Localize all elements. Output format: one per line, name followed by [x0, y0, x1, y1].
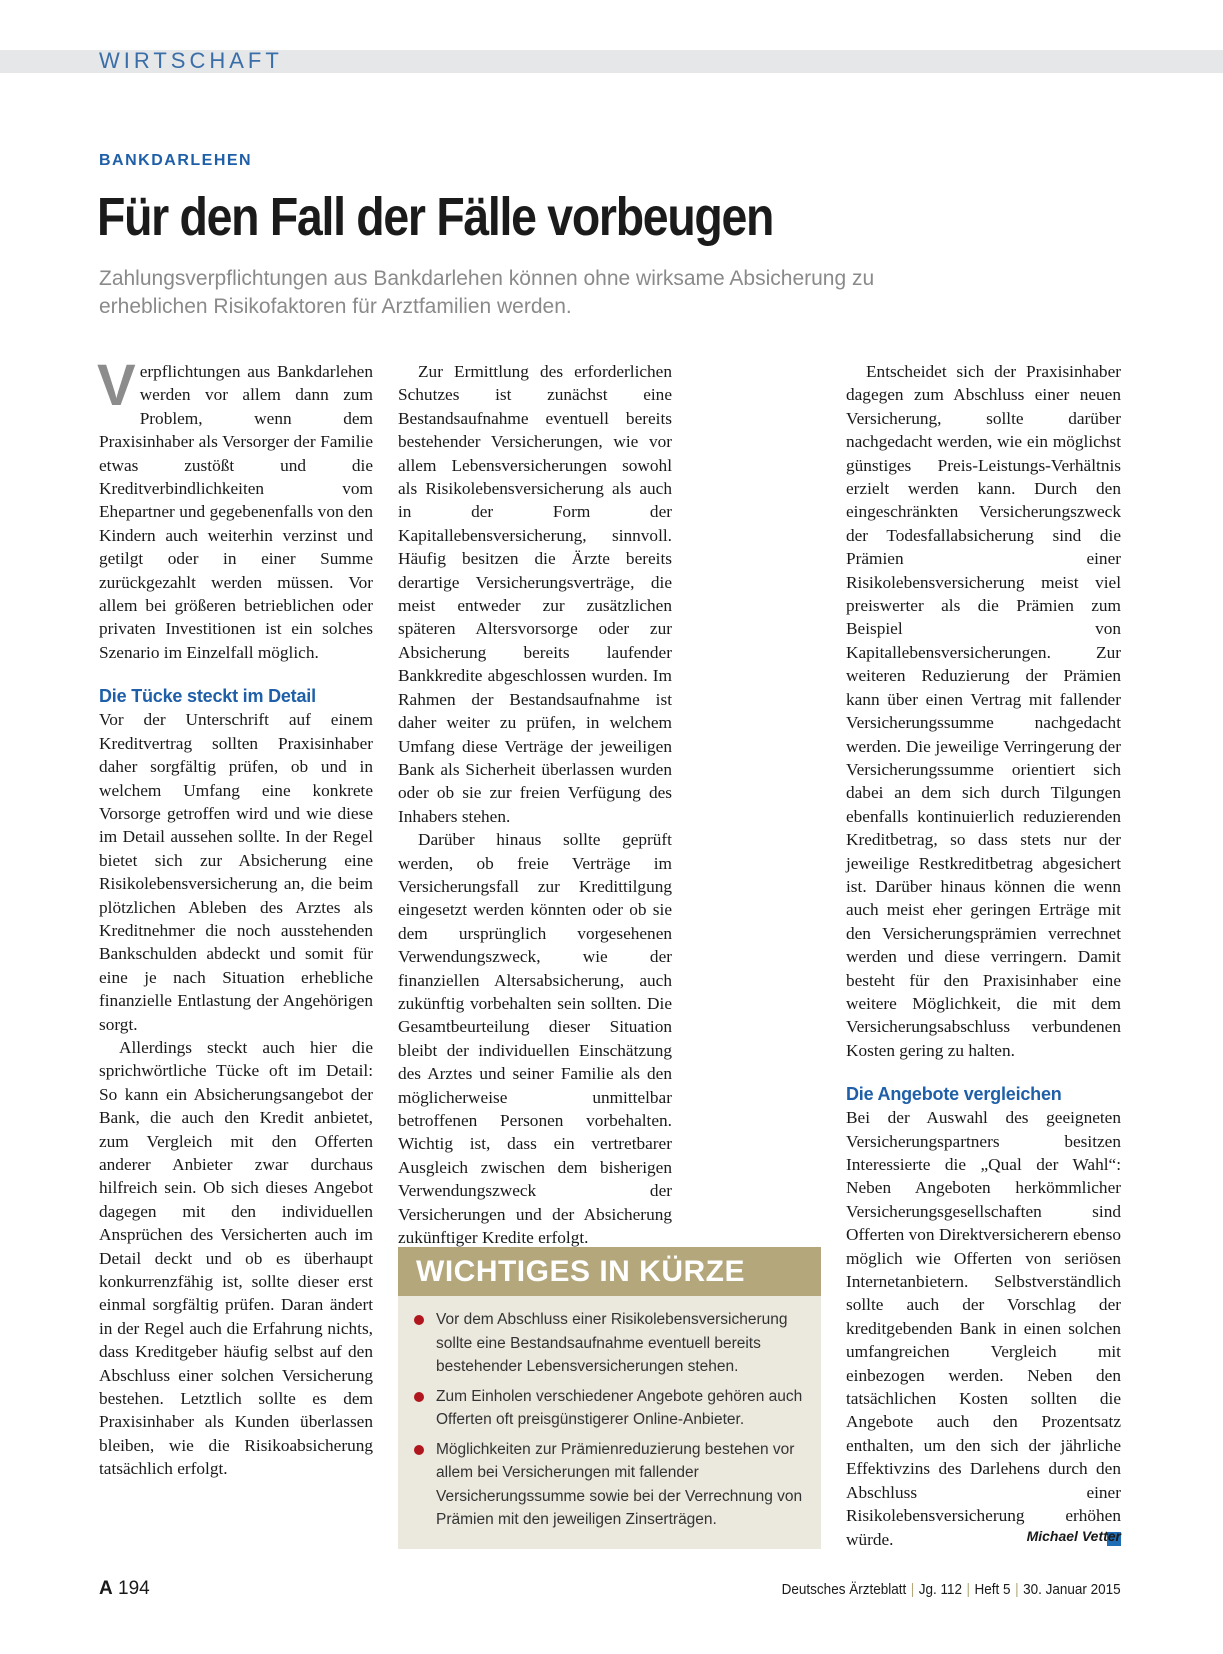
intro-paragraph	[97, 353, 373, 664]
column-1	[97, 353, 373, 1481]
paragraph-5: Darüber hinaus sollte geprüft werden, ob freie Verträge im Versicherungsfall zur Kredittilgung eingesetzt werden könnten oder ob sie dem ursprünglich vorgesehenen Verwendungszweck, wie der finanziellen Altersabsicherung, auch zukünftig vorbehalten sein sollten. Die Gesamtbeurteilung dieser Situation bleibt der individuellen Einschätzung des Arztes und seiner Familie als den möglicherweise unmittelbar betroffenen Personen vorbehalten. Wichtig ist, dass ein vertretbarer Ausgleich zwischen dem bisherigen Verwendungszweck der Versicherungen und der Absicherung zukünftiger Kredite erfolgt.	[398, 830, 672, 1248]
article-kicker: BANKDARLEHEN	[99, 152, 253, 169]
column-3	[846, 360, 1121, 1551]
summary-item: Vor dem Abschluss einer Risikolebensversicherung sollte eine Bestandsaufnahme eventuell bereits bestehender Lebensversicherungen stehen.	[436, 1308, 803, 1379]
journal-volume: Jg. 112	[919, 1581, 963, 1598]
summary-box-title: WICHTIGES IN KÜRZE	[398, 1247, 821, 1296]
section-label: WIRTSCHAFT	[99, 48, 283, 73]
paragraph-6: Entscheidet sich der Praxisinhaber dagegen zum Abschluss einer neuen Versicherung, sollte darüber nachgedacht werden, wie ein möglichst günstiges Preis-Leistungs-Verhältnis erzielt werden kann. Durch den eingeschränkten Versicherungszweck der Todesfallabsicherung sind die Prämien einer Risikolebensversicherung meist viel preiswerter als die Prämien zum Beispiel von Kapitallebensversicherungen. Zur weiteren Reduzierung der Prämien kann über einen Vertrag mit fallender Versicherungssumme nachgedacht werden. Die jeweilige Verringerung der Versicherungssumme orientiert sich dabei an dem sich durch Tilgungen ebenfalls kontinuierlich reduzierenden Kreditbetrag, so dass stets nur der jeweilige Restkreditbetrag abgesichert ist. Darüber hinaus können die wenn auch meist eher geringen Erträge mit den Versicherungsprämien verrechnet werden und diese verringern. Damit besteht für den Praxisinhaber eine weitere Möglichkeit, die mit dem Versicherungsabschluss verbundenen Kosten gering zu halten.	[846, 362, 1121, 1060]
paragraph-7: Bei der Auswahl des geeigneten Versicherungspartners besitzen Interessierte die „Qual der Wahl“: Neben Angeboten herkömmlicher Versicherungsgesellschaften sind Offerten von Direktversicherern ebenso möglich wie Offerten von seriösen Internetanbietern. Selbstverständlich sollte auch der Vorschlag der kreditgebenden Bank in einen solchen umfangreichen Vergleich mit einbezogen werden. Neben den tatsächlichen Kosten sollten die Angebote auch den Prozentsatz enthalten, um den sich der jährliche Effektivzins des Darlehens durch den Abschluss einer Risikolebensversicherung erhöhen würde.	[846, 1108, 1121, 1549]
dropcap: V	[97, 353, 136, 418]
subhead-detail: Die Tücke steckt im Detail	[99, 686, 316, 707]
intro-text: erpflichtungen aus Bankdarlehen werden vor allem dann zum Problem, wenn dem Praxisinhaber als Versorger der Familie etwas zustößt und die Kreditverbindlichkeiten vom Ehepartner und gegebenenfalls von den Kindern auch weiterhin verzinst und getilgt oder in einer Summe zurückgezahlt werden müssen. Vor allem bei größeren betrieblichen oder privaten Investitionen ist ein solches Szenario im Einzelfall möglich.	[99, 362, 373, 662]
journal-name: Deutsches Ärzteblatt	[781, 1581, 907, 1598]
bullet-icon	[414, 1315, 424, 1325]
subhead-compare: Die Angebote vergleichen	[846, 1084, 1062, 1105]
summary-list	[398, 1308, 821, 1532]
bullet-icon	[414, 1392, 424, 1402]
page-number: A 194	[99, 1578, 150, 1599]
article-title: Für den Fall der Fälle vorbeugen	[97, 187, 774, 247]
summary-item: Zum Einholen verschiedener Angebote gehören auch Offerten oft preisgünstigerer Online-Anbieter.	[436, 1385, 803, 1432]
author-byline: Michael Vetter	[1026, 1528, 1121, 1544]
bullet-icon	[414, 1445, 424, 1455]
summary-item: Möglichkeiten zur Prämienreduzierung bestehen vor allem bei Versicherungen mit fallender Versicherungssumme sowie bei der Verrechnung von Prämien mit den jeweiligen Zinserträgen.	[436, 1438, 803, 1532]
journal-date: 30. Januar 2015	[1023, 1581, 1121, 1598]
paragraph-3: Allerdings steckt auch hier die sprichwörtliche Tücke oft im Detail: So kann ein Absicherungsangebot der Bank, die auch den Kredit anbietet, zum Vergleich mit den Offerten anderer Anbieter zwar durchaus hilfreich sein. Ob sich dieses Angebot dagegen mit den individuellen Ansprüchen des Versicherten auch im Detail deckt und ob es überhaupt konkurrenzfähig ist, sollte dieser erst einmal sorgfältig prüfen. Daran ändert in der Regel auch die Erfahrung nichts, dass Kreditgeber häufig selbst auf den Abschluss einer solchen Versicherung bestehen. Letztlich sollte es dem Praxisinhaber als Kunden überlassen bleiben, wie die Risikoabsicherung tatsächlich erfolgt.	[99, 1037, 373, 1479]
journal-issue: Heft 5	[974, 1581, 1011, 1598]
article-deck: Zahlungsverpflichtungen aus Bankdarlehen können ohne wirksame Absicherung zu erheblichen Risikofaktoren für Arztfamilien werden.	[99, 267, 875, 318]
paragraph-4: Zur Ermittlung des erforderlichen Schutzes ist zunächst eine Bestandsaufnahme eventuell bereits bestehender Versicherungen, wie vor allem Lebensversicherungen sowohl als Risikolebensversicherung als auch in der Form der Kapitallebensversicherung, sinnvoll. Häufig besitzen die Ärzte bereits derartige Versicherungsverträge, die meist entweder zur zusätzlichen späteren Altersvorsorge oder zur Absicherung bereits laufender Bankkredite abgeschlossen wurden. Im Rahmen der Bestandsaufnahme ist daher weiter zu prüfen, in welchem Umfang diese Verträge der jeweiligen Bank als Sicherheit überlassen wurden oder ob sie zur freien Verfügung des Inhabers stehen.	[398, 362, 672, 826]
paragraph-2: Vor der Unterschrift auf einem Kreditvertrag sollten Praxisinhaber daher sorgfältig prüfen, ob und in welchem Umfang eine konkrete Vorsorge getroffen wird und wie diese im Detail aussehen sollte. In der Regel bietet sich zur Absicherung eine Risikolebensversicherung an, die beim plötzlichen Ableben des Arztes als Kreditnehmer die noch ausstehenden Bankschulden abdeckt und somit für eine je nach Situation erhebliche finanzielle Entlastung der Angehörigen sorgt.	[99, 710, 373, 1034]
column-2	[398, 360, 672, 1249]
journal-footer: Deutsches Ärzteblatt | Jg. 112 | Heft 5 | 30. Januar 2015	[781, 1581, 1121, 1598]
summary-box	[398, 1247, 821, 1549]
